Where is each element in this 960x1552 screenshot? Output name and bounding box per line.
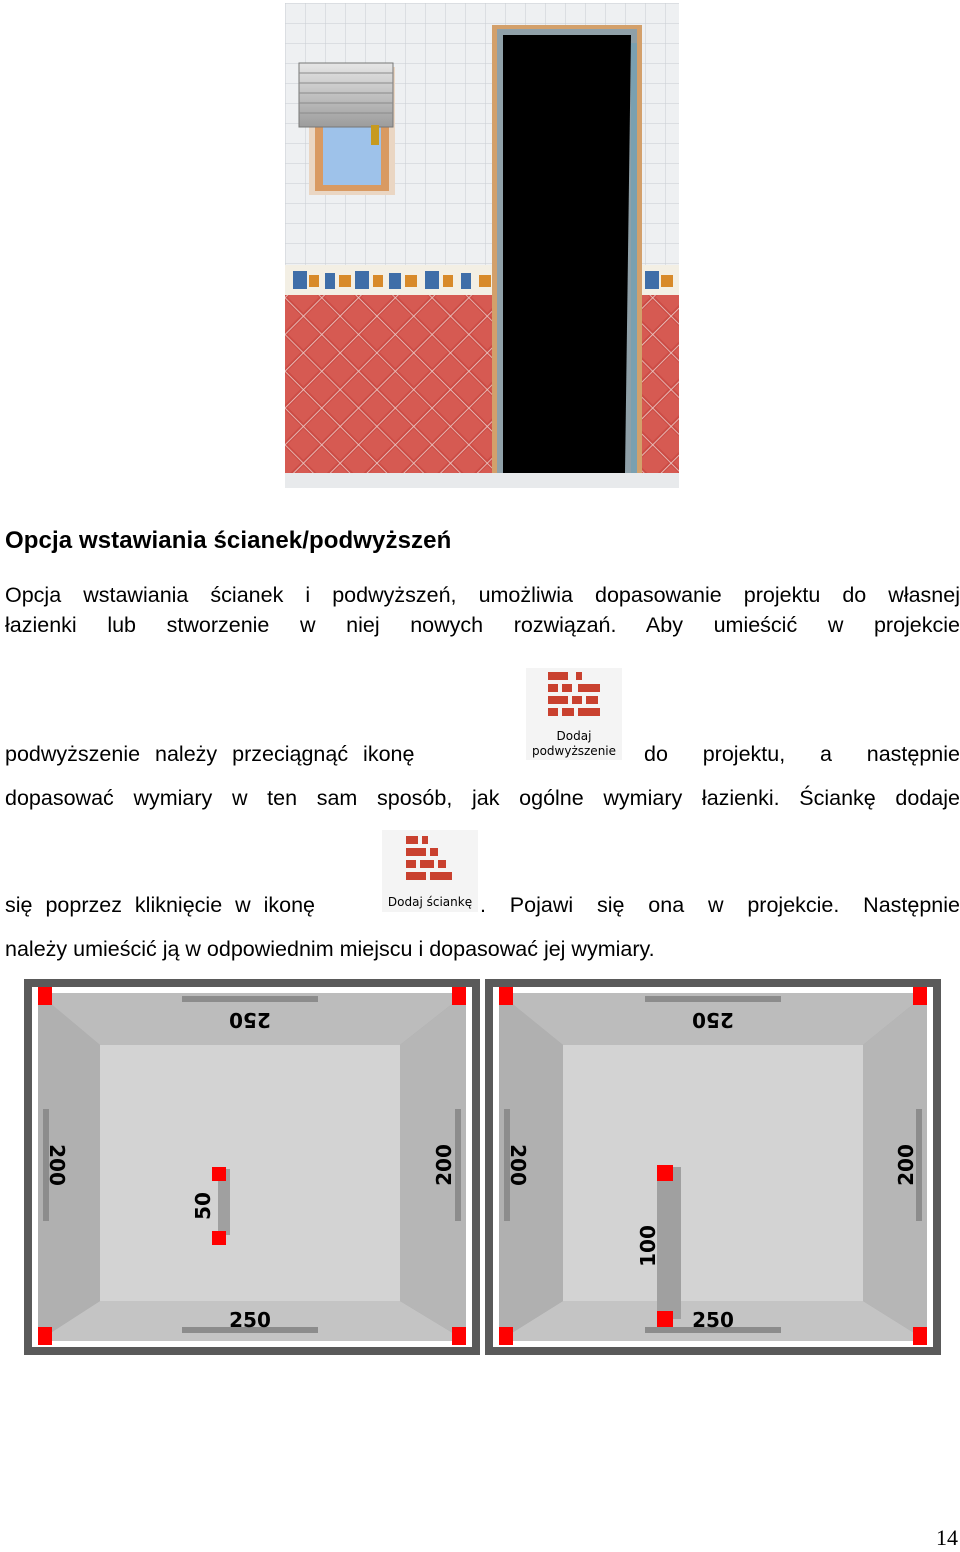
corner-marker[interactable] [38, 1327, 52, 1345]
add-wall-icon[interactable] [382, 830, 478, 912]
paragraph-1-line-4-text: dopasować wymiary w ten sam sposób, jak ogólne wymiary łazienki. Ściankę dodaje [5, 786, 960, 810]
dim-left: 200 [506, 1144, 530, 1186]
add-raise-icon[interactable] [526, 668, 622, 760]
paragraph-2-line-2: należy umieścić ją w odpowiednim miejscu i dopasować jej wymiary. [5, 937, 655, 961]
bathroom-render-image [285, 3, 679, 488]
corner-marker[interactable] [499, 987, 513, 1005]
dim-bottom: 250 [229, 1308, 271, 1332]
floor-plan-2 [485, 979, 941, 1355]
add-raise-icon-label-1: Dodaj [556, 729, 592, 743]
dim-left: 200 [45, 1144, 69, 1186]
paragraph-1-line-1: Opcja wstawiania ścianek i podwyższeń, umożliwia dopasowanie projektu do własnej [5, 583, 960, 607]
dim-top: 250 [229, 1008, 271, 1032]
paragraph-1-line-2: łazienki lub stworzenie w niej nowych rozwiązań. Aby umieścić w projekcie [5, 613, 960, 637]
paragraph-1 [5, 580, 960, 640]
dim-top: 250 [692, 1008, 734, 1032]
wall-end-marker[interactable] [657, 1311, 673, 1327]
floor-plan-1 [24, 979, 480, 1355]
dim-wall: 100 [636, 1225, 660, 1267]
corner-marker[interactable] [499, 1327, 513, 1345]
corner-marker[interactable] [452, 987, 466, 1005]
page-number: 14 [936, 1525, 958, 1550]
corner-marker[interactable] [452, 1327, 466, 1345]
wall-end-marker[interactable] [212, 1167, 226, 1181]
wall-end-marker[interactable] [657, 1165, 673, 1181]
section-heading: Opcja wstawiania ścianek/podwyższeń [5, 527, 452, 554]
wall-end-marker[interactable] [212, 1231, 226, 1245]
add-raise-icon-label-2: podwyższenie [531, 744, 617, 758]
dim-right: 200 [432, 1144, 456, 1186]
dim-right: 200 [894, 1144, 918, 1186]
corner-marker[interactable] [913, 1327, 927, 1345]
paragraph-1-line-3a: podwyższenie należy przeciągnąć ikonę [5, 742, 415, 766]
dim-wall: 50 [191, 1192, 215, 1220]
paragraph-2-line-1a: się poprzez kliknięcie w ikonę [5, 893, 316, 917]
paragraph-2-line-1b: . Pojawi się ona w projekcie. Następnie [480, 893, 960, 917]
add-wall-icon-label: Dodaj ściankę [387, 895, 473, 909]
corner-marker[interactable] [913, 987, 927, 1005]
paragraph-1-line-4 [5, 783, 960, 813]
paragraph-1-line-3b: do projektu, a następnie [644, 742, 960, 766]
dim-bottom: 250 [692, 1308, 734, 1332]
corner-marker[interactable] [38, 987, 52, 1005]
